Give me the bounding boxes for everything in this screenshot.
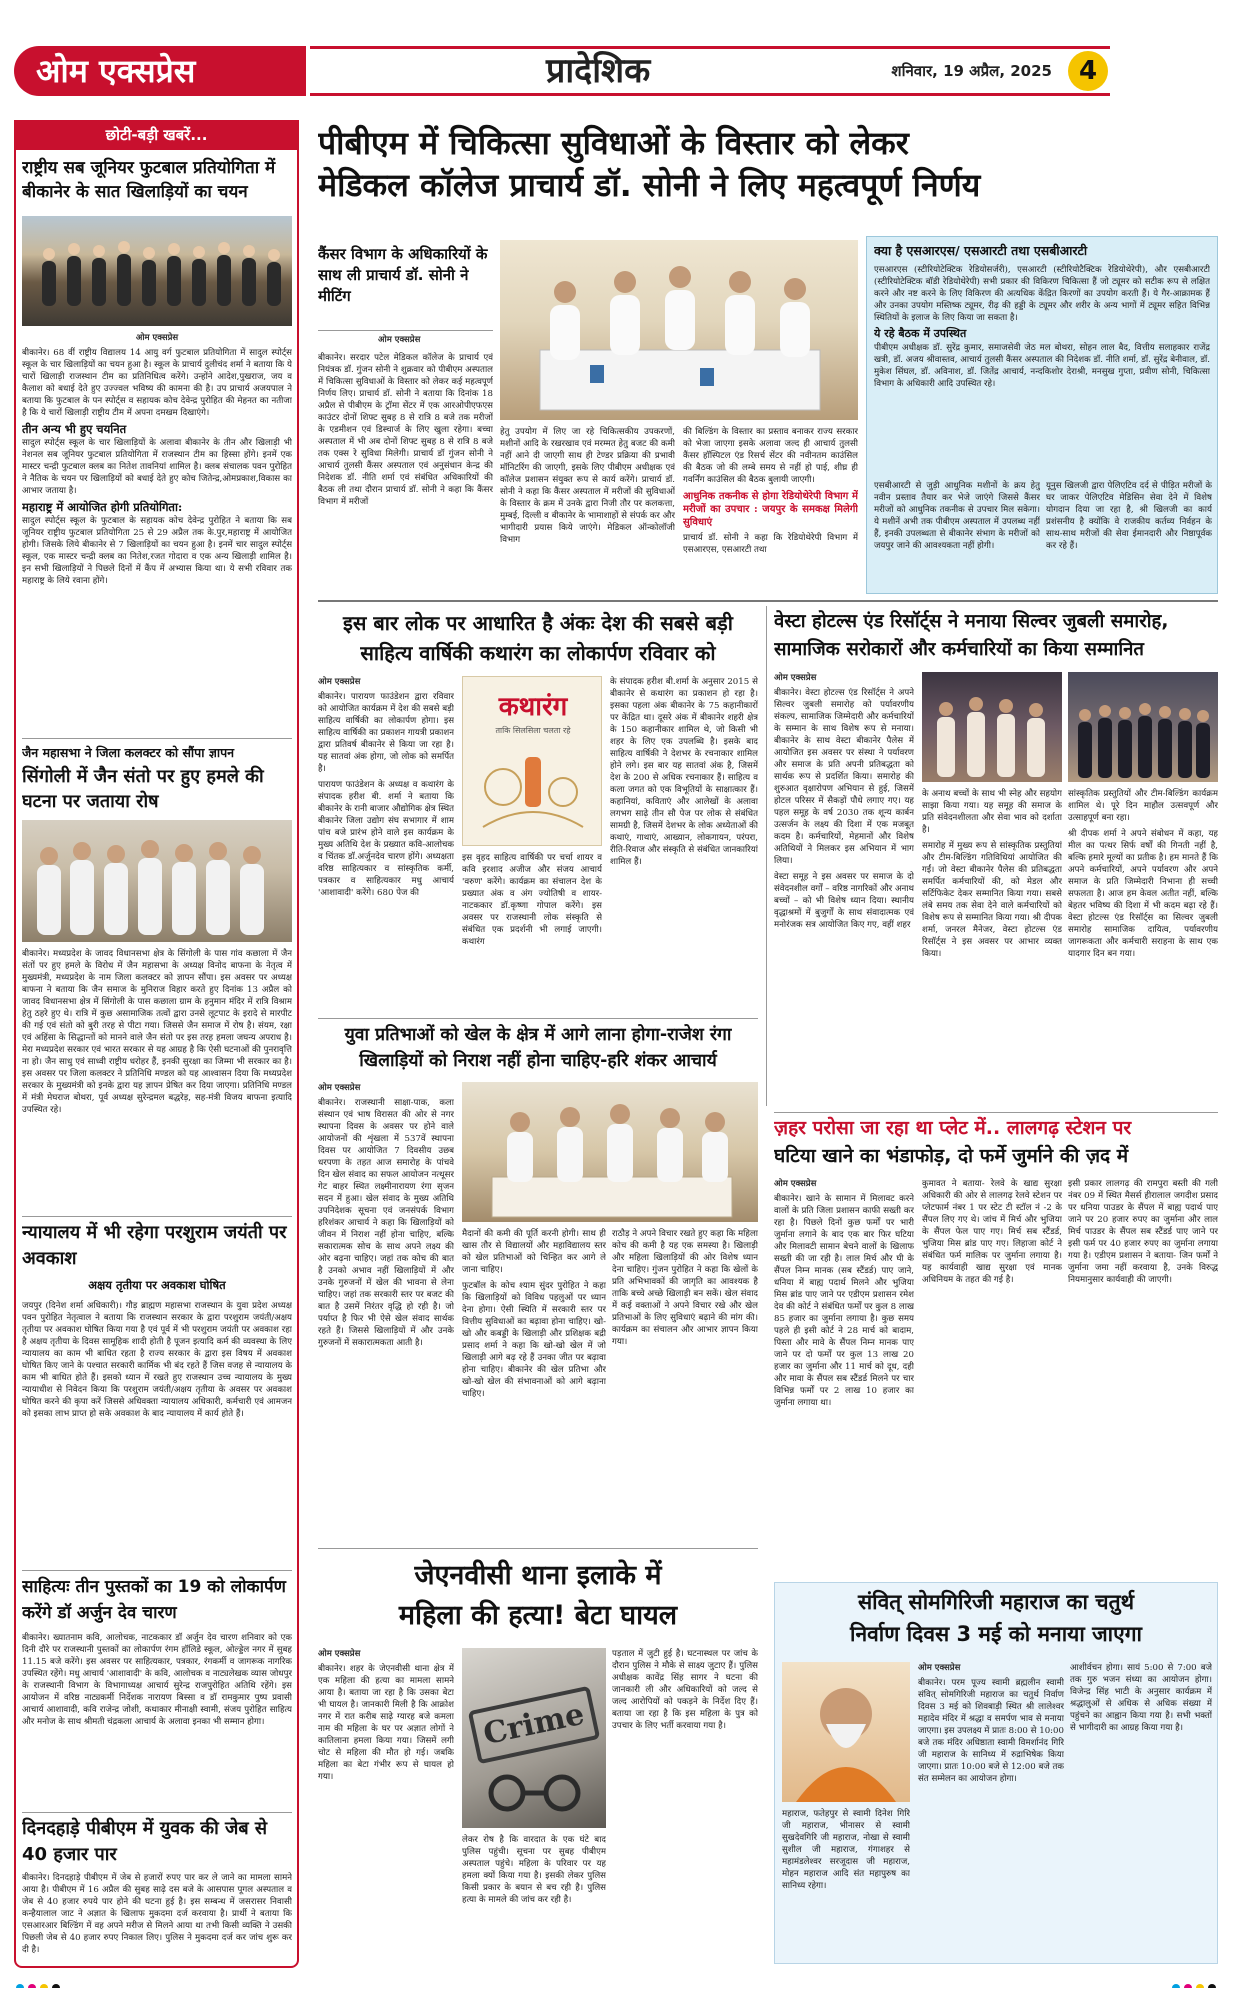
zahar-col-3: [1068, 1178, 1218, 1576]
somgiri-col-1: [918, 1662, 1064, 1958]
lead-subhead: कैंसर विभाग के अधिकारियों के साथ ली प्राचार्य डॉ. सोनी ने मीटिंग: [318, 245, 488, 305]
section-banner: [310, 46, 1110, 96]
yuva-headline-line-2: खिलाड़ियों को निराश नहीं होना चाहिए-हरि शंकर आचार्य: [359, 1051, 717, 1071]
vesta-para-2: वेस्टा समूह ने इस अवसर पर समाज के दो संवेदनशील वर्गों – वरिष्ठ नागरिकों और अनाथ बच्चों – को भी विशेष ध्यान दिया। स्थानीय वृद्धाश्रमों में बुजुर्गों के साथ संवादात्मक एवं मनोरंजक सत्र आयोजित किए गए, वहीं शहर: [774, 872, 914, 930]
vesta-celebration-photo-2: [1068, 672, 1218, 782]
srs-box-para-2: पीबीएम अधीक्षक डॉ. सुरेंद्र कुमार, समाजसेवी जेठ मल बोथरा, सोहन लाल बैद, वित्तीय सलाहकार राजेंद्र खत्री, डॉ. अजय श्रीवास्तव, आचार्य तुलसी कैंसर अस्पताल की निदेशक डॉ. नीति शर्मा, डॉ. सुरेंद्र बेनीवाल, डॉ. मुकेश सिंघल, डॉ. अविनाश, डॉ. जितेंद्र आचार्य, नन्दकिशोर देराश्री, मनसुख गुप्ता, प्रवीण सोनी, चिकित्सा विभाग के अधिकारी आदि उपस्थित रहे।: [874, 343, 1210, 389]
somgiri-para-1: बीकानेर। परम पूज्य स्वामी ब्रह्मलीन स्वामी संवित् सोमगिरिजी महाराज का चतुर्थ निर्वाण दिवस 3 मई को शिवबाड़ी स्थित श्री लालेश्वर महादेव मंदिर में श्रद्धा व समर्पण भाव से मनाया जाएगा। इस उपलक्ष्य में प्रातः 8:00 से 10:00 बजे तक मंदिर अधिष्ठाता स्वामी विमर्शानंद गिरि जी महाराज के सानिध्य में रुद्राभिषेक किया जाएगा। प्रातः 10:00 बजे से 12:00 बजे तक संत सम्मेलन का आयोजन होगा।: [918, 1678, 1064, 1784]
yuva-para-3: फुटबॉल के कोच श्याम सुंदर पुरोहित ने कहा कि खिलाड़ियों को विविध पहलुओं पर ध्यान देना होगा। ऐसी स्थिति में सरकारी स्तर पर वित्तीय सुविधाओं का बढ़ावा होना चाहिए। खो-खो और कबड्डी के खिलाड़ी और प्रशिक्षक बद्री प्रसाद शर्मा ने कहा कि खो-खो खेल में जो खिलाड़ी आगे बढ़ रहे हैं उनका जीत पर बढ़ावा होना चाहिए। बीकानेर की खेल प्रतिभा और खो-खो खेल की संभावनाओं को आगे बढ़ाना चाहिए।: [462, 1281, 606, 1399]
somgiri-headline-line-1: संवित् सोमगिरिजी महाराज का चतुर्थ: [857, 1590, 1135, 1614]
divider: [774, 1112, 1218, 1113]
jain-story: [22, 948, 292, 1210]
yuva-para-2: मैदानों की कमी की पूर्ति करनी होगी। साथ ही खास तौर से विद्यालयों और महाविद्यालय स्तर को खेल प्रतिभाओं को चिन्हित कर आगे ले जाना चाहिए।: [462, 1229, 606, 1275]
zahar-para-2: कुमावत ने बताया- रेलवे के खाद्य सुरक्षा अधिकारी की ओर से लालगढ़ रेलवे स्टेशन पर प्लेटफार्म नंबर 1 पर स्टेट टी स्टॉल नं -2 के सैंपल लिए गए थे। जांच में मिर्च और भुजिया के सैंपल फेल पाए गए। मिर्च सब स्टैंडर्ड, भुजिया मिस ब्रांड पाए गए। लिहाजा कोर्ट ने संबंधित फर्म मालिक पर जुर्माना लगाया है। यह कार्यवाही खाद्य सुरक्षा एवं मानक अधिनियम के तहत की गई है।: [922, 1179, 1062, 1285]
jain-memorandum-photo: [22, 820, 292, 942]
katharang-headline-line-1: इस बार लोक पर आधारित है अंकः देश की सबसे बड़ी: [343, 611, 733, 635]
lead-para-4: प्राचार्य डॉ. सोनी ने कहा कि रेडियोथेरेपी विभाग में एसआरएस, एसआरटी तथा: [683, 533, 858, 555]
katharang-cover-image: [462, 676, 602, 846]
zahar-headline-line-2: घटिया खाने का भंडाफोड़, दो फर्मे जुर्माने की ज़द में: [774, 1145, 1129, 1167]
masthead-title: ओम एक्सप्रेस: [36, 52, 196, 90]
lead-subhead-2: आधुनिक तकनीक से होगा रेडियोथेरेपी विभाग में मरीजों का उपचार : जयपुर के समकक्ष मिलेगी सुविधाएं: [683, 491, 858, 528]
katharang-cover-title: कथारंग: [498, 692, 568, 722]
vesta-byline: ओम एक्सप्रेस: [774, 673, 817, 683]
divider: [22, 1812, 292, 1813]
srs-box-para-3: एसबीआरटी से जुड़ी आधुनिक मशीनों के क्रय हेतु नवीन प्रस्ताव तैयार कर भेजे जाएंगे जिससे कैंसर मरीजों को आधुनिक तकनीक से उपचार मिल सकेगा। ये मशीनें अभी तक पीबीएम अस्पताल में उपलब्ध नहीं हैं, इनकी उपलब्धता से बीकानेर संभाग के मरीजों को जयपुर जाने की आवश्यकता नहीं होगी।: [874, 481, 1040, 551]
yuva-byline: ओम एक्सप्रेस: [318, 1083, 361, 1093]
football-para-1: बीकानेर। 68 वीं राष्ट्रीय विद्यालय 14 आयु वर्ग फुटबाल प्रतियोगिता में सादुल स्पोर्ट्स स्कूल के चार खिलाड़ियों का चयन हुआ है। स्कूल के प्राचार्य दुलीचंद शर्मा ने बताया कि ये चारों खिलाड़ी राजस्थान टीम का प्रतिनिधित्व करेंगे। उन्होंने आदेश,पुखराज, जय व कैलाश को बधाई देते हुए उज्ज्वल भविष्य की कामना की है। उप प्राचार्य अजयपाल ने बताया कि फुटबाल के पन स्पोर्ट्स व सहायक कोच देवेन्द्र पुरोहित की मेहनत का नतीजा है कि ये चारों खिलाड़ी राष्ट्रीय टीम में अपना दमखम दिखाएंगे।: [22, 348, 292, 418]
katharang-para-1: बीकानेर। पारायण फाउंडेशन द्वारा रविवार को आयोजित कार्यक्रम में देश की सबसे बड़ी साहित्य वार्षिकी का लोकार्पण होगा। इस साहित्य वार्षिकी का प्रकाशन गायत्री प्रकाशन द्वारा प्रतिवर्ष बीकानेर से किया जा रहा है। यह सातवां अंक होगा, जो लोक को समर्पित है।: [318, 692, 454, 774]
divider: [318, 330, 493, 331]
katharang-col-1: [318, 676, 454, 1014]
yuva-col-2: [462, 1228, 606, 1542]
srs-box-body: [874, 264, 1210, 476]
jnv-para-1: बीकानेर। शहर के जेएनवीसी थाना क्षेत्र में एक महिला की हत्या का मामला सामने आया है। बताया जा रहा है कि उसका बेटा भी घायल है। जानकारी मिली है कि आक्रोश नगर में रात करीब साढ़े ग्यारह बजे कमला नाम की महिला के घर पर अज्ञात लोगों ने कातिलाना हमला किया गया। जिसमें लगी चोट से महिला की मौत हो गई। जबकि महिला का बेटा गंभीर रूप से घायल हो गया।: [318, 1664, 454, 1782]
parshuram-para-1: जयपुर (दिनेश शर्मा अधिकारी)। गौड़ ब्राह्मण महासभा राजस्थान के युवा प्रदेश अध्यक्ष पवन पुरोहित नेतृत्वाल ने बताया कि राजस्थान सरकार के द्वारा परशुराम जयंती/अक्षय तृतीया पर अवकाश घोषित किया गया है एवं पूर्व में भी परशुराम जयंती पर अवकाश रहा है अक्षय तृतीया के दिवस सामूहिक शादी होती है पूजन इत्यादि कर्म की व्यवस्था के लिए न्यायालय का काम भी बाधित रहता है राज्य सरकार के द्वारा इस विषय में अवकाश घोषित किए जाने के पश्चात सरकारी कार्मिक भी बंद रहते हैं जिस वजह से न्यायालय के काम भी बाधित होते हैं। इसको ध्यान में रखते हुए राजस्थान उच्च न्यायालय के मुख्य न्यायाधीश से निवेदन किया कि परशुराम जयंती/अक्षय तृतीया के अवसर पर अवकाश घोषित करने की कृपा करें जिससे अधिवक्ता न्यायालय अधिकारी, कर्मचारी एवं आमजन को इसका लाभ प्राप्त हो सके अवकाश के बाद न्यायालय में कार्य होते हैं।: [22, 1301, 292, 1419]
somgiri-portrait: [782, 1662, 910, 1802]
football-subhead-2: महाराष्ट्र में आयोजित होगी प्रतियोगिता:: [22, 500, 183, 514]
divider: [22, 1216, 292, 1217]
vesta-col-3: [1068, 788, 1218, 1108]
jnv-col-3: [612, 1648, 758, 1964]
srs-box-title: क्या है एसआरएस/ एसआरटी तथा एसबीआरटी: [874, 243, 1088, 258]
yuva-col-3: [612, 1228, 758, 1542]
zahar-para-1: बीकानेर। खाने के सामान में मिलावट करने वालों के प्रति जिला प्रशासन काफी सख्ती कर रहा है। पिछले दिनों कुछ फर्मों पर भारी जुर्माना लगाने के बाद एक बार फिर घटिया और मिलावटी सामान बेचने वालों के खिलाफ सख्ती की जा रही है। लाल मिर्च और घी के सैंपल निम्न मानक (सब स्टैंडर्ड) पाए जाने, धनिया में बाह्य पदार्थ मिलने और भुजिया मिस ब्रांड पाए जाने पर एडीएम प्रशासन रमेश देव की कोर्ट ने संबंधित फर्मों पर कुल 8 लाख 85 हजार का जुर्माना लगाया है। कुछ समय पहले ही इसी कोर्ट ने 28 मार्च को बादाम, पिस्ता और मावे के सैंपल निम्न मानक पाए जाने पर दो फर्मों पर कुल 13 लाख 20 हजार का जुर्माना और 11 मार्च को दूध, दही और मावा के सैंपल सब स्टैंडर्ड मिलने पर चार विभिन्न फर्मों पर 2 लाख 10 हजार का जुर्माना लगाया था।: [774, 1194, 914, 1408]
sahitya-story: [22, 1632, 292, 1808]
srs-box-para-4: यूनुस खिलजी द्वारा पेलिएटिव दर्द से पीड़ित मरीजों के घर जाकर पेलिएटिव मेडिसिन सेवा देने में विशेष योगदान दिया जा रहा है, श्री खिलजी का कार्य प्रशंसनीय है क्योंकि वे राजकीय कर्तव्य निर्वहन के साथ-साथ मरीजों की सेवा ईमानदारी और निष्ठापूर्वक कर रहे हैं।: [1046, 481, 1212, 551]
vesta-col-2: [922, 788, 1062, 1108]
left-rail-header-label: छोटी-बड़ी खबरें...: [105, 126, 208, 144]
football-story: [22, 332, 292, 732]
lead-col-1: [318, 352, 493, 594]
jnv-byline: ओम एक्सप्रेस: [318, 1649, 361, 1659]
zahar-para-3: इसी प्रकार लालगढ़ की रामपुरा बस्ती की गली नंबर 09 में स्थित मैसर्स हीरालाल जगदीश प्रसाद पर धनिया पाउडर के सैंपल में बाह्य पदार्थ पाए जाने पर 20 हजार रुपए का जुर्माना और लाल मिर्च पाउडर के सैंपल सब स्टैंडर्ड पाए जाने पर इसी फर्म पर 40 हजार रुपए का जुर्माना लगाया गया है। एडीएम प्रशासन ने बताया- जिन फर्मों ने जुर्माना जमा नहीं करवाया है, उनके विरुद्ध नियमानुसार कार्यवाही की जाएगी।: [1068, 1179, 1218, 1285]
katharang-para-3: इस वृहद साहित्य वार्षिकी पर चर्चा शायर व कवि इरशाद अजीज और संजय आचार्य 'वरुण' करेंगे। कार्यक्रम का संचालन देश के प्रख्यात अंक व अंग ज्योतिषी व शायर-नाटककार डॉ.कृष्णा गोपाल करेंगे। इस अवसर पर राजस्थानी लोक संस्कृति से संबंधित एक प्रदर्शनी भी लगाई जाएगी। कथारंग: [462, 853, 602, 947]
somgiri-byline: ओम एक्सप्रेस: [918, 1663, 961, 1673]
lead-para-2: हेतु उपयोग में लिए जा रहे चिकित्सकीय उपकरणों, मशीनों आदि के रखरखाव एवं मरम्मत हेतु बजट की कमी नहीं आने दी जाएगी साथ ही टेण्डर प्रक्रिया की प्रभावी मॉनिटरिंग की जाएगी, इसके लिए पीबीएम अधीक्षक एवं कॉलेज प्रशासन संयुक्त रूप से कार्य करेंगे। प्राचार्य डॉ. सोनी ने कहा कि कैंसर अस्पताल में मरीजों की सुविधाओं के विस्तार के क्रम में उनके द्वारा निजी तौर पर कलकत्ता, मुम्बई, दिल्ली व बीकानेर के भामाशाहों से संपर्क कर और भागीदारी प्रयास किये जाएंगे। मेडिकल ऑन्कोलॉजी विभाग: [500, 427, 675, 545]
football-team-photo: [22, 216, 292, 326]
somgiri-portrait-figure: [782, 1662, 910, 1802]
zahar-byline: ओम एक्सप्रेस: [774, 1179, 817, 1189]
masthead: [14, 46, 306, 96]
zahar-headline-line-1: ज़हर परोसा जा रहा था प्लेट में.. लालगढ़ स्टेशन पर: [774, 1117, 1132, 1139]
katharang-cover-subtitle: ताकि सिलसिला चलता रहे: [495, 726, 571, 735]
katharang-col-3: [462, 852, 602, 1014]
somgiri-headline-line-2: निर्वाण दिवस 3 मई को मनाया जाएगा: [850, 1622, 1142, 1646]
parshuram-deck: अक्षय तृतीया पर अवकाश घोषित: [88, 1278, 226, 1292]
football-para-3: सादुल स्पोर्ट्स स्कूल के फुटबाल के सहायक कोच देवेन्द्र पुरोहित ने बताया कि सब जूनियर राष्ट्रीय फुटबाल प्रतियोगिता 25 से 29 अप्रैल तक के.पुर,महाराष्ट्र में आयोजित होगी। जिसके लिये बीकानेर से 7 खिलाड़ियों का चयन हुआ है। इनमें चार सादुल स्पोर्ट्स स्कूल, एक मास्टर चन्द्री क्लब का नितेश,रजत गोदारा व एक अन्य खिलाड़ी शामिल है। इन सभी खिलाड़ियों ने पिछले दिनों में कैंप में अभ्यास किया था। ये सभी रविवार तक महाराष्ट्र के लिये रवाना होंगे।: [22, 516, 292, 586]
vesta-para-3: के अनाथ बच्चों के साथ भी स्नेह और सहयोग साझा किया गया। यह समूह की समाज के प्रति संवेदनशीलता और सेवा भाव को दर्शाता है।: [922, 789, 1062, 835]
column-divider: [766, 606, 767, 1106]
yuva-para-4: राठौड़ ने अपने विचार रखते हुए कहा कि महिला कोच की कमी है यह एक समस्या है। खिलाड़ी और महिला खिलाड़ियों की ओर विशेष ध्यान देना चाहिए। गुंजन पुरोहित ने कहा कि खेलों के प्रति अभिभावकों की जागृति का आवश्यक है ताकि बच्चे अच्छे खिलाड़ी बन सकें। खेल संवाद में कई वक्ताओं ने अपने विचार रखे और खेल प्रतिभाओं के लिए सुविधाएं बढ़ाने की मांग की। कार्यक्रम का संचालन और आभार ज्ञापन किया गया।: [612, 1229, 758, 1347]
yuva-event-figures: [462, 1082, 758, 1222]
somgiri-col-left-lower: [782, 1808, 910, 1958]
katharang-cover-art: [463, 677, 602, 846]
crime-stamp: Crime: [468, 1686, 601, 1765]
vesta-para-5: सांस्कृतिक प्रस्तुतियों और टीम-बिल्डिंग कार्यक्रम शामिल थे। पूरे दिन माहौल उत्सवपूर्ण और उत्साहपूर्ण बना रहा।: [1068, 789, 1218, 823]
somgiri-col-2: [1070, 1662, 1212, 1958]
vesta-col-1: [774, 672, 914, 1108]
page-number: 4: [1068, 51, 1108, 91]
somgiri-para-2: महाराज, फतेहपुर से स्वामी दिनेश गिरि जी महाराज, भीनासर से स्वामी सुखदेवगिरि जी महाराज, नोखा से स्वामी सुशील जी महाराज, गंगाशहर से महामंडलेश्वर सरजूदास जी महाराज, मोहन महाराज आदि संत महापुरुष का सानिध्य रहेगा।: [782, 1809, 910, 1891]
vesta-para-4: समारोह में मुख्य रूप से सांस्कृतिक प्रस्तुतियां और टीम-बिल्डिंग गतिविधियां आयोजित की गईं। जो वेस्टा बीकानेर पैलेस की प्रतिबद्धता समर्पित कर्मचारियों की, को मेडल और सर्टिफिकेट देकर सम्मानित किया गया। सबसे लंबे समय तक सेवा देने वाले कर्मचारियों को विशेष रूप से सम्मानित किया गया। श्री दीपक शर्मा, जनरल मैनेजर, वेस्टा होटल्स एंड रिसॉर्ट्स ने इस अवसर पर आभार व्यक्त किया।: [922, 841, 1062, 959]
vesta-headline-line-2: सामाजिक सरोकारों और कर्मचारियों का किया सम्मानित: [774, 639, 1144, 660]
football-team-figures: [22, 216, 292, 326]
dateline: शनिवार, 19 अप्रैल, 2025: [891, 62, 1052, 80]
football-headline: राष्ट्रीय सब जूनियर फुटबाल प्रतियोगिता में बीकानेर के सात खिलाड़ियों का चयन: [22, 158, 276, 202]
srs-box-col-b: [1046, 480, 1212, 590]
lead-headline-line-1: पीबीएम में चिकित्सा सुविधाओं के विस्तार को लेकर: [318, 124, 909, 162]
lead-meeting-scene: [500, 240, 858, 420]
yuva-col-1: [318, 1082, 454, 1542]
football-para-2: सादुल स्पोर्ट्स स्कूल के चार खिलाड़ियों के अलावा बीकानेर के तीन और खिलाड़ी भी नेशनल सब जूनियर फुटबाल प्रतियोगिता में राजस्थान टीम का हिस्सा होंगे। इनमें एक मास्टर चन्द्री फुटबाल क्लब का नितेश तावनियां शामिल है। क्लब संचालक पवन पुरोहित ने नैतिक के चयन पर खिलाड़ियों को बधाई देते हुए कोच जितेन्द्र,ओमप्रकाश,विकास का आभार जताया है।: [22, 438, 292, 496]
parshuram-headline: न्यायालय में भी रहेगा परशुराम जयंती पर अवकाश: [22, 1222, 287, 1269]
srs-box-subhead: ये रहे बैठक में उपस्थित: [874, 327, 967, 340]
divider: [318, 1548, 758, 1549]
divider: [318, 1018, 758, 1019]
srs-box-col-a: [874, 480, 1040, 590]
katharang-para-4: के संपादक हरीश बी.शर्मा के अनुसार 2015 से बीकानेर से कथारंग का प्रकाशन हो रहा है। इसका पहला अंक बीकानेर के 75 कहानीकारों पर केंद्रित था। दूसरे अंक में बीकानेर शहरी क्षेत्र के 150 कहानीकार शामिल थे, जो किसी भी शहर के लिए एक उपलब्धि है। इसके बाद साहित्य वार्षिकी ने देशभर के रचनाकार शामिल होने लगे। इस बार यह सातवां अंक है, जिसमें देश के 200 से अधिक रचनाकार हैं। साहित्य व कला जगत को एक विभूतियों के साक्षात्कार हैं। कहानियां, कविताएं और आलेखों के अलावा लगभग साढ़े तीन सौ पेज पर लोक से संबंधित सामग्री है, जिसमें देशभर के लोक अध्येताओं की कथाएं, गाथाएं, आख्यान, लोकगायन, परंपरा, रीति-रिवाज और संस्कृति से संबंधित जानकारियां शामिल हैं।: [610, 677, 758, 867]
jain-group-figures: [22, 820, 292, 942]
section-title: प्रादेशिक: [546, 51, 651, 91]
sahitya-headline: साहित्यः तीन पुस्तकों का 19 को लोकार्पण करेंगे डॉ अर्जुन देव चारण: [22, 1577, 286, 1623]
yuva-para-1: बीकानेर। राजस्थानी साक्षा-पाक, कला संस्थान एवं भाष विरासत की ओर से नगर स्थापना दिवस के अवसर पर होने वाले आयोजनों की शृंखला में 537वें स्थापना दिवस पर आयोजित 7 दिवसीय उछब धरपणा के तहत आज समारोह के पांचवे दिन खेल संवाद का सफल आयोजन नत्थूसर गेट बाहर स्थित लक्ष्मीनारायण रंगा सृजन सदन में हुआ। खेल संवाद के मुख्य अतिथि उपनिदेशक सूचना एवं जनसंपर्क विभाग हरिशंकर आचार्य ने कहा कि खिलाड़ियों को जीवन में निराश नहीं होना चाहिए, बल्कि सकारात्मक सोच के साथ अपने लक्ष्य की ओर बढ़ना चाहिए। जहां तक कोच की बात है उनको अभाव नहीं खिलाड़ियों में और उनके गुरुजनों में खेल की भावना से लेना चाहिए। जहां तक सरकारी स्तर पर बजट की बात है उसमें निरंतर वृद्धि हो रही है। जो पर्याप्त है फिर भी ऐसे खेल संवाद सार्थक रहते हैं। जिससे खिलाड़ियों में और उनके गुरुजनों में सकारात्मकता आती है।: [318, 1098, 454, 1348]
katharang-col-4: [610, 676, 758, 1014]
left-rail-header: [14, 120, 299, 150]
lead-headline-line-2: मेडिकल कॉलेज प्राचार्य डॉ. सोनी ने लिए महत्वपूर्ण निर्णय: [318, 166, 981, 204]
zahar-col-1: [774, 1178, 914, 1576]
jnv-crime-image: [462, 1648, 606, 1828]
katharang-headline-line-2: साहित्य वार्षिकी कथारंग का लोकार्पण रविवार को: [360, 641, 716, 665]
theft-para-1: बीकानेर। दिनदहाड़े पीबीएम में जेब से हजारों रुपए पार कर ले जाने का मामला सामने आया है। पीबीएम में 16 अप्रैल की सुबह साढ़े दस बजे के आसपास पूगल अस्पताल व जेब से 40 हजार रुपये पार होने की घटना हुई है। इस सम्बन्ध में जसरासर निवासी कन्हैयालाल जाट ने अज्ञात के खिलाफ मुकदमा दर्ज करवाया है। प्रार्थी ने बताया कि एसआरआर बिल्डिंग में वह अपने मरीज से मिलने आया था तभी किसी व्यक्ति ने उसकी पिछली जेब से 40 हजार रुपए निकाल लिए। पुलिस ने मुकदमा दर्ज कर जांच शुरू कर दी है।: [22, 1873, 292, 1955]
lead-col-3: [683, 426, 858, 594]
lead-para-3: की बिल्डिंग के विस्तार का प्रस्ताव बनाकर राज्य सरकार को भेजा जाएगा इसके अलावा जल्द ही आचार्य तुलसी कैंसर हॉस्पिटल एंड रिसर्च सेंटर की नवीनतम काउंसिल की बैठक जो की लम्बे समय से नहीं हो पाई, शीघ्र ही गवर्निंग काउंसिल की बैठक बुलायी जाएगी।: [683, 427, 858, 485]
theft-headline: दिनदहाड़े पीबीएम में युवक की जेब से 40 हजार पार: [22, 1818, 268, 1865]
sahitya-para-1: बीकानेर। ख्यातनाम कवि, आलोचक, नाटककार डॉ अर्जुन देव चारण शनिवार को एक दिनी दौरे पर राजस्थानी पुस्तकों का लोकार्पण रंगम हॉलिडे स्कूल, ओल्ड्डेल नगर में सुबह 11.15 बजे करेंगे। इस अवसर पर साहित्यकार, पत्रकार, रंगकर्मी व जागरूक नागरिक उपस्थित रहेंगे। मधु आचार्य 'आशावादी' के कवि, आलोचक व नाट्यलेखक व्यास जोधपुर के राजस्थानी विभाग के विभागाध्यक्ष आचार्य सुरेन्द्र राजपुरोहित अतिथि रहेंगे। इस आयोजन में वरिष्ठ नाट्यकर्मी निर्देशक नारायण बिस्सा व डॉ रामकुमार पुष्प प्रवासी आचार्य आशावादी, कवि राजेन्द्र जोशी, कथाकार मीनाक्षी स्वामी, संजय पुरोहित साहित्य और मनोज के साथ श्रीमती चंद्रकला आचार्य के अलावा इनका भी सम्मान होगा।: [22, 1633, 292, 1727]
yuva-headline-line-1: युवा प्रतिभाओं को खेल के क्षेत्र में आगे लाना होगा-राजेश रंगा: [344, 1025, 732, 1045]
katharang-byline: ओम एक्सप्रेस: [318, 677, 361, 687]
jnv-headline-line-2: महिला की हत्या! बेटा घायल: [398, 1600, 678, 1631]
zahar-col-2: [922, 1178, 1062, 1576]
jain-headline: सिंगोली में जैन संतो पर हुए हमले की घटना पर जताया रोष: [22, 766, 264, 812]
katharang-para-2: पारायण फाउंडेशन के अध्यक्ष व कथारंग के संपादक हरीश बी. शर्मा ने बताया कि बीकानेर के रानी बाजार औद्योगिक क्षेत्र स्थित बीकानेर जिला उद्योग संघ सभागार में शाम पांच बजे प्रारंभ होने वाले इस कार्यक्रम के मुख्य अतिथि देश के प्रख्यात कवि-आलोचक व चिंतक डॉ.अर्जुनदेव चारण होंगे। अध्यक्षता वरिष्ठ साहित्यकार व सांस्कृतिक कर्मी, पत्रकार व साहित्यकार मधु आचार्य 'आशावादी' करेंगे। 680 पेज की: [318, 780, 454, 898]
handcuff-icon: [462, 1648, 606, 1828]
football-subhead-1: तीन अन्य भी हुए चयनित: [22, 422, 127, 436]
yuva-event-photo: [462, 1082, 758, 1222]
jnv-headline-line-1: जेएनवीसी थाना इलाके में: [414, 1560, 662, 1591]
vesta-para-1: बीकानेर। वेस्टा होटल्स एंड रिसॉर्ट्स ने अपने सिल्वर जुबली समारोह को पर्यावरणीय संकल्प, सामाजिक जिम्मेदारी और कर्मचारियों के सम्मान के साथ विशेष रूप से मनाया। बीकानेर के साथ वेस्टा बीकानेर पैलेस में आयोजित इस अवसर पर संस्था ने पर्यावरण और समाज के प्रति अपनी प्रतिबद्धता को सार्थक रूप से प्रदर्शित किया। समारोह की शुरुआत वृक्षारोपण अभियान से हुई, जिसमें होटल परिसर में सैकड़ों पौधे लगाए गए। यह पहल समूह के वर्ष 2030 तक शून्य कार्बन उत्सर्जन के लक्ष्य की दिशा में एक मजबूत कदम है। कर्मचारियों, मेहमानों और विशेष अतिथियों ने मिलकर इस अभियान में भाग लिया।: [774, 688, 914, 866]
lead-para-1: बीकानेर। सरदार पटेल मेडिकल कॉलेज के प्राचार्य एवं नियंत्रक डॉ. गुंजन सोनी ने शुक्रवार को पीबीएम अस्पताल में चिकित्सा सुविधाओं के विस्तार को लेकर कई महत्वपूर्ण निर्णय लिए। प्राचार्य डॉ. सोनी ने बताया कि दिनांक 18 अप्रैल से पीबीएम के ट्रॉमा सेंटर में एक आरओपीएफएस काउंटर दोनों शिफ्ट सुबह 8 से रात्रि 8 बजे तक मरीजों के एडमीशन एवं डिस्चार्ज के लिए खुला रहेगा। बच्चा अस्पताल में भी अब दोनों शिफ्ट सुबह 8 से रात्रि 8 बजे तक एक्स रे सुविधा मिलेगी। प्राचार्य डॉ गुंजन सोनी ने आचार्य तुलसी कैंसर अस्पताल एवं अनुसंधान केन्द्र की निदेशक डॉ. नीति शर्मा एवं संबंधित अधिकारियों की बैठक ली तथा दौरान प्राचार्य डॉ. सोनी ने कहा कि कैंसर विभाग में मरीजों: [318, 353, 493, 507]
somgiri-para-3: आशीर्वचन होगा। सायं 5:00 से 7:00 बजे तक गुरु भजन संध्या का आयोजन होगा। विजेन्द्र सिंह भाटी के अनुसार कार्यक्रम में श्रद्धालुओं से अधिक से अधिक संख्या में पहुंचने का आह्वान किया गया है। सभी भक्तों से भागीदारी का आग्रह किया गया है।: [1070, 1663, 1212, 1733]
vesta-headline-line-1: वेस्टा होटल्स एंड रिसॉर्ट्स ने मनाया सिल्वर जुबली समारोह,: [774, 611, 1169, 632]
jain-para-1: बीकानेर। मध्यप्रदेश के जावद विधानसभा क्षेत्र के सिंगोली के पास गांव कछाला में जैन संतों पर हुए हमले के विरोध में जैन महासभा के अध्यक्ष विनोद बाफना के नेतृत्व में मुख्यमंत्री, मध्यप्रदेश के नाम जिला कलक्टर को ज्ञापन सौंपा। इस अवसर पर अध्यक्ष बाफना ने बताया कि जैन समाज के मुनिराज विहार करते हुए दिनांक 13 अप्रैल को जावद विधानसभा क्षेत्र में सिंगोली के पास कछाला ग्राम के हनुमान मंदिर में रात्रि विश्राम हेतु ठहरे हुए थे। रात्रि में कुछ असामाजिक तत्वों द्वारा उनसे लूटपाट के इरादे से मारपीट की गई एवं संतो को बुरी तरह से पीटा गया। जिससे जैन समाज में रोष है। संयम, रक्षा एवं अहिंसा के सिद्धान्तों को मानने वाले जैन संतो पर इस तरह हमला जघन्य अपराध है। मेरा मध्यप्रदेश सरकार एवं भारत सरकार से यह आग्रह है कि ऐसी घटनाओं की पुनरावृत्ति ना हो। जैन साधु एवं साध्वी राष्ट्रीय धरोहर हैं, इनकी सुरक्षा का जिम्मा भी सरकार का है। इस अवसर पर जिला कलक्टर ने प्रतिनिधि मण्डल को यह आश्वासन दिया कि मध्यप्रदेश सरकार के मुख्यमंत्री को इनके द्वारा यह ज्ञापन प्रेषित कर दिया जाएगा। प्रतिनिधि मण्डल में मंत्री मेघराज बोथरा, पूर्व अध्यक्ष सुरेन्द्रमल बद्धरेड़, सह-मंत्री विजय बाफना इत्यादि उपस्थित रहे।: [22, 949, 292, 1115]
section-divider: [318, 600, 1218, 602]
jnv-col-2: [462, 1834, 606, 1964]
vesta-celebration-photo-1: [922, 672, 1062, 782]
print-color-strip: [14, 1978, 1218, 1988]
vesta-photo-2-figures: [1068, 672, 1218, 782]
registration-marks: [14, 1983, 1218, 1988]
theft-story: [22, 1872, 292, 1962]
divider: [22, 1570, 292, 1571]
srs-box-para-1: एसआरएस (स्टीरियोटेक्टिक रेडियोसर्जरी), एसआरटी (स्टीरियोटैक्टिक रेडियोथेरेपी), और एसबीआरटी (स्टीरियोटेक्टिक बॉडी रेडियोथेरेपी) सभी प्रकार की विकिरण चिकित्सा हैं जो ट्यूमर को सटीक रूप से लक्षित करने और नष्ट करने के लिए विकिरण की अत्यधिक केंद्रित किरणों का उपयोग करती हैं। ये गैर-आक्रामक हैं और उनका उपयोग मस्तिष्क ट्यूमर, रीढ़ की हड्डी के ट्यूमर और शरीर के अन्य भागों में ट्यूमर सहित विभिन्न स्थितियों के इलाज के लिए किया जा सकता है।: [874, 265, 1210, 323]
jnv-col-1: [318, 1648, 454, 1964]
jnv-para-3: पड़ताल में जुटी हुई है। घटनास्थल पर जांच के दौरान पुलिस ने मौके से साक्ष्य जुटाए हैं। पुलिस अधीक्षक कावेंद्र सिंह सागर ने घटना की जानकारी ली और अधिकारियों को जल्द से जल्द आरोपियों को पकड़ने के निर्देश दिए हैं। बताया जा रहा है कि इस महिला के पुत्र को उपचार के लिए भर्ती करवाया गया है।: [612, 1649, 758, 1731]
football-byline: ओम एक्सप्रेस: [135, 333, 179, 343]
lead-col-2: [500, 426, 675, 594]
jnv-para-2: लेकर रोष है कि वारदात के एक घंटे बाद पुलिस पहुंची। सूचना पर सुबह पीबीएम अस्पताल पहुंचे। महिला के परिवार पर यह हमला क्यों किया गया है। इसकी लेकर पुलिस किसी प्रकार के बयान से बच रही है। पुलिस हत्या के मामले की जांच कर रही है।: [462, 1835, 606, 1905]
lead-meeting-photo: [500, 240, 858, 420]
lead-byline: ओम एक्सप्रेस: [378, 335, 421, 345]
jain-kicker: जैन महासभा ने जिला कलक्टर को सौंपा ज्ञापन: [22, 745, 235, 760]
vesta-photo-1-figures: [922, 672, 1062, 782]
vesta-para-6: श्री दीपक शर्मा ने अपने संबोधन में कहा, यह मील का पत्थर सिर्फ वर्षों की गिनती नहीं है, बल्कि हमारे मूल्यों का प्रतीक है। हम मानते हैं कि अपने कर्मचारियों, अपने पर्यावरण और अपने समाज के प्रति जिम्मेदारी निभाना ही सच्ची सफलता है। आज हम केवल अतीत नहीं, बल्कि बेहतर भविष्य की दिशा में भी कदम बढ़ा रहे हैं। वेस्टा होटल्स एंड रिसॉर्ट्स का सिल्वर जुबली समारोह सामाजिक दायित्व, पर्यावरणीय जागरूकता और कर्मचारी सराहना के साथ एक यादगार दिन बन गया।: [1068, 829, 1218, 959]
parshuram-story: [22, 1300, 292, 1564]
divider: [22, 738, 292, 739]
lead-byline-wrap: [378, 334, 493, 348]
